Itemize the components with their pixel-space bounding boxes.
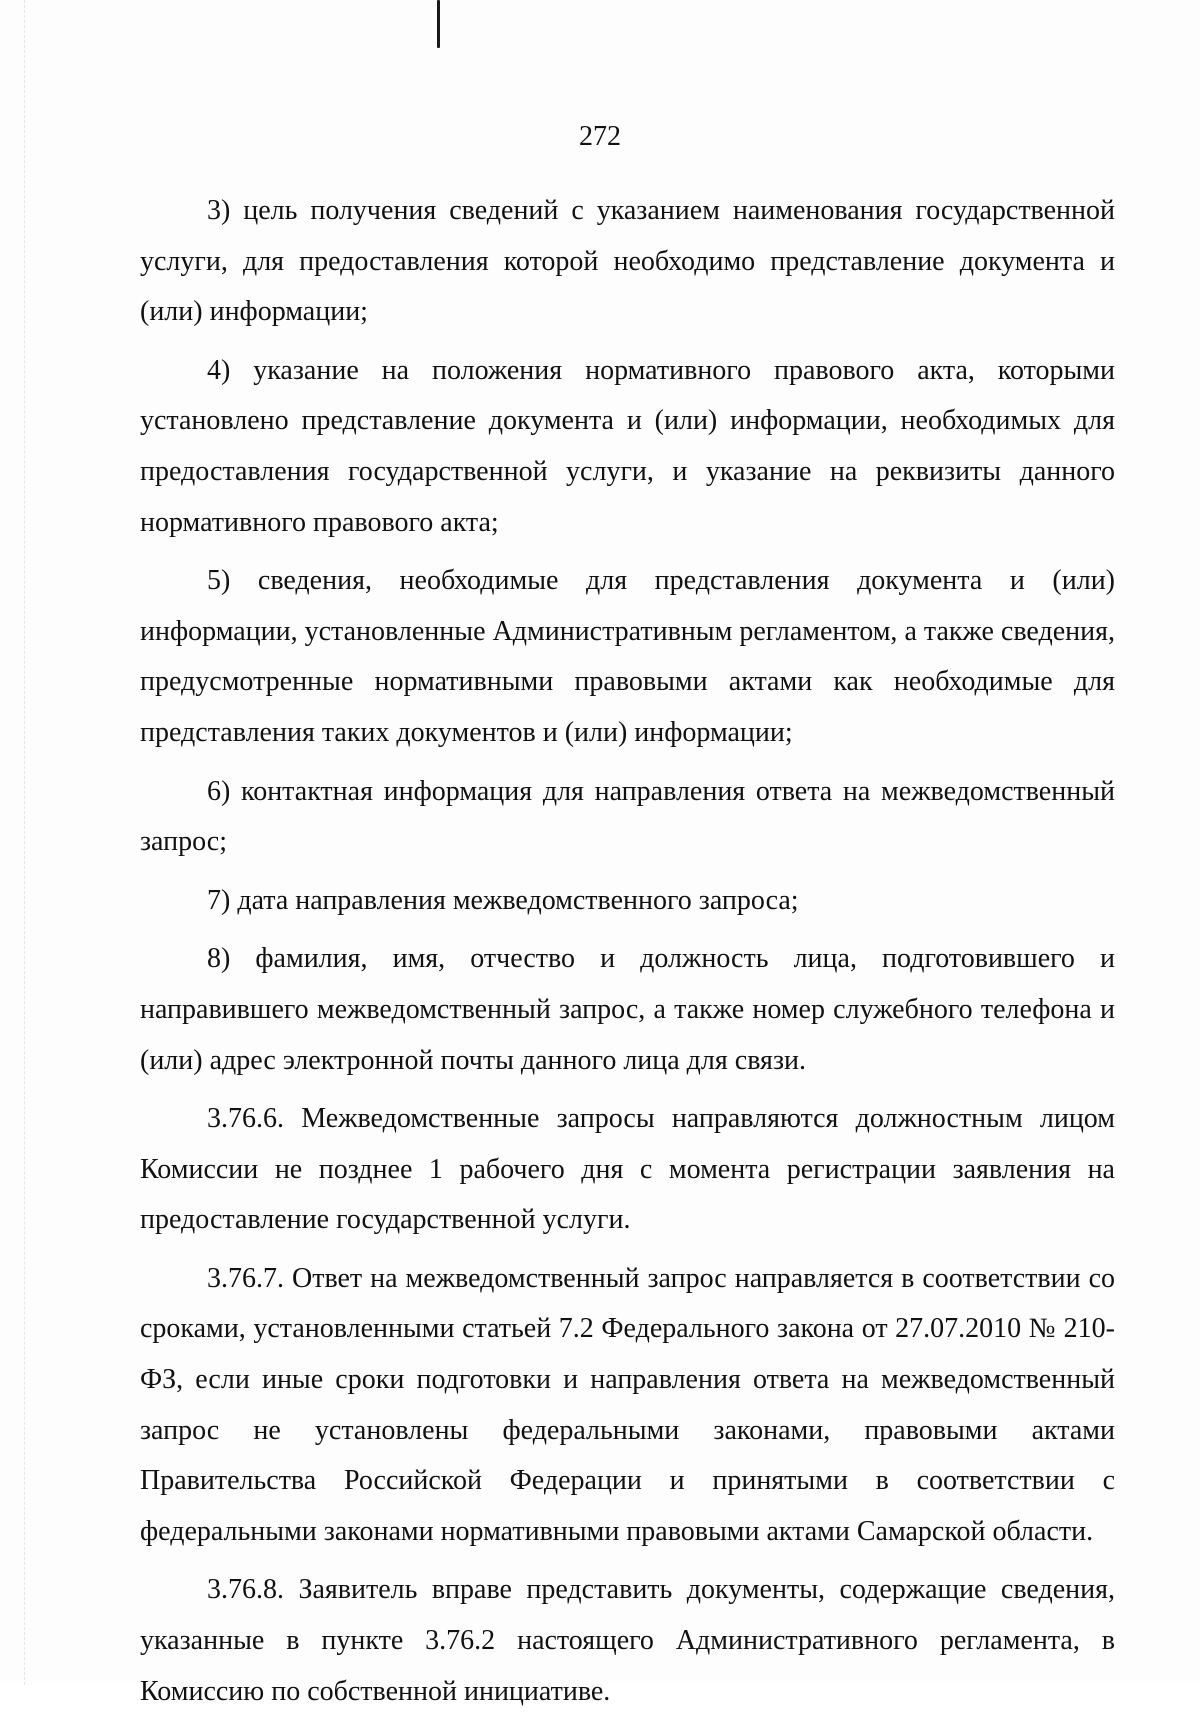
paragraph-item-3: 3) цель получения сведений с указанием наименования государственной услуги, для предоставления которой необходимо представление документа и (или) информации; (140, 195, 1115, 328)
document-body (140, 186, 1115, 1725)
page-number: 272 (579, 121, 621, 152)
paragraph-item-4: 4) указание на положения нормативного правового акта, которыми установлено представление документа и (или) информации, необходимых для предоставления государственной услуги, и указание на реквизиты данного нормативного правового акта; (140, 354, 1115, 538)
scan-edge-line (24, 0, 26, 1685)
paragraph-3-76-8: 3.76.8. Заявитель вправе представить документы, содержащие сведения, указанные в пункте 3.76.2 настоящего Административного регламента, в Комиссию по собственной инициативе. (140, 1574, 1115, 1707)
paragraph-item-7: 7) дата направления межведомственного запроса; (207, 884, 799, 916)
paragraph-item-5: 5) сведения, необходимые для представления документа и (или) информации, установленные Административным регламентом, а также сведения, предусмотренные нормативными правовыми актами как необходимые для представления таких документов и (или) информации; (140, 565, 1115, 748)
paragraph-item-6: 6) контактная информация для направления ответа на межведомственный запрос; (140, 775, 1115, 858)
paragraph-item-8: 8) фамилия, имя, отчество и должность лица, подготовившего и направившего межведомственный запрос, а также номер служебного телефона и (или) адрес электронной почты данного лица для связи. (140, 943, 1115, 1076)
scan-mark (437, 0, 440, 48)
paragraph-3-76-6: 3.76.6. Межведомственные запросы направляются должностным лицом Комиссии не позднее 1 рабочего дня с момента регистрации заявления на предоставление государственной услуги. (140, 1103, 1115, 1236)
paragraph-3-76-7: 3.76.7. Ответ на межведомственный запрос направляется в соответствии со сроками, установленными статьей 7.2 Федерального закона от 27.07.2010 № 210-ФЗ, если иные сроки подготовки и направления ответа на межведомственный запрос не установлены федеральными законами, правовыми актами Правительства Российской Федерации и принятыми в соответствии с федеральными законами нормативными правовыми актами Самарской области. (140, 1262, 1115, 1547)
